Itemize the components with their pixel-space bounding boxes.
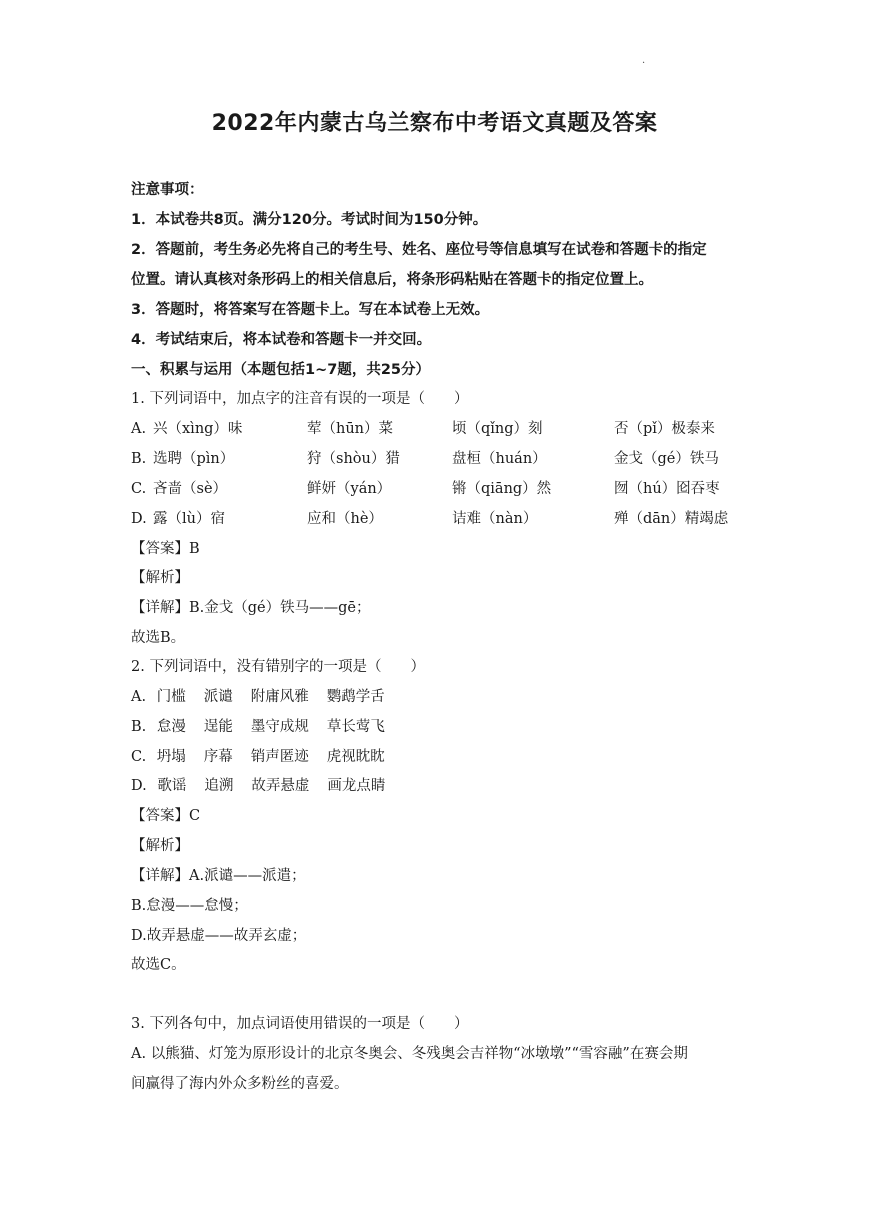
option-word: 兴（xìng）味 (153, 421, 243, 437)
q2-detail-2: B.怠漫——怠慢； (131, 898, 248, 914)
q1-stem: 1. 下列词语中，加点字的注音有误的一项是（ ） (131, 391, 469, 407)
q2-detail-3: D.故弄悬虚——故弄玄虚； (131, 928, 307, 944)
option-word: 派谴 (203, 689, 233, 705)
option-word: 否（pǐ）极泰来 (614, 421, 715, 437)
option-word: 选聘（pìn） (153, 451, 235, 467)
option-word: 荤（hūn）菜 (307, 421, 394, 437)
option-word: 画龙点睛 (327, 778, 386, 794)
option-word: 门槛 (156, 689, 186, 705)
q2-row-b (131, 717, 403, 737)
notes-item-2: 2．答题前，考生务必先将自己的考生号、姓名、座位号等信息填写在试卷和答题卡的指定 (131, 242, 707, 258)
option-word: 虎视眈眈 (326, 749, 385, 765)
q2-row-d (131, 776, 403, 796)
q1-detail: 【详解】B.金戈（gé）铁马——gē； (131, 600, 371, 616)
option-word: 序幕 (203, 749, 233, 765)
option-label: C. (131, 749, 147, 765)
option-label: C. (131, 481, 147, 497)
q2-detail: 【详解】A.派谴——派遣； (131, 868, 306, 884)
option-word: 怠漫 (156, 719, 186, 735)
q2-conclusion: 故选C。 (131, 957, 186, 973)
option-word: 逞能 (203, 719, 233, 735)
q1-conclusion: 故选B。 (131, 630, 186, 646)
q3-stem: 3. 下列各句中，加点词语使用错误的一项是（ ） (131, 1016, 469, 1032)
option-word: 锵（qiāng）然 (452, 481, 552, 497)
option-word: 囫（hú）囵吞枣 (614, 481, 720, 497)
section-heading: 一、积累与运用（本题包括1~7题，共25分） (131, 362, 431, 378)
page-title: 2022年内蒙古乌兰察布中考语文真题及答案 (211, 111, 658, 136)
notes-heading: 注意事项： (131, 182, 204, 198)
notes-item-2-cont: 位置。请认真核对条形码上的相关信息后，将条形码粘贴在答题卡的指定位置上。 (131, 272, 653, 288)
option-word: 故弄悬虚 (251, 778, 310, 794)
q3-option-a-line-2: 间赢得了海内外众多粉丝的喜爱。 (131, 1076, 349, 1092)
option-label: D. (131, 778, 147, 794)
q2-analysis: 【解析】 (131, 838, 189, 854)
option-word: 附庸风雅 (250, 689, 309, 705)
option-word: 应和（hè） (307, 511, 383, 527)
option-word: 鹦鹉学舌 (326, 689, 385, 705)
option-word: 草长莺飞 (326, 719, 385, 735)
option-label: D. (131, 511, 147, 527)
option-word: 殚（dān）精竭虑 (614, 511, 729, 527)
q1-answer: 【答案】B (131, 541, 200, 557)
q2-stem: 2. 下列词语中，没有错别字的一项是（ ） (131, 659, 425, 675)
option-word: 追溯 (204, 778, 234, 794)
option-word: 吝啬（sè） (153, 481, 228, 497)
option-word: 狩（shòu）猎 (307, 451, 400, 467)
option-word: 露（lù）宿 (153, 511, 225, 527)
q3-option-a-line-1: A. 以熊猫、灯笼为原形设计的北京冬奥会、冬残奥会吉祥物“冰墩墩”“雪容融”在赛会期 (131, 1046, 688, 1062)
notes-item-4: 4．考试结束后，将本试卷和答题卡一并交回。 (131, 332, 432, 348)
q2-answer: 【答案】C (131, 808, 201, 824)
notes-item-1: 1．本试卷共8页。满分120分。考试时间为150分钟。 (131, 212, 488, 228)
notes-item-3: 3．答题时，将答案写在答题卡上。写在本试卷上无效。 (131, 302, 490, 318)
option-label: A. (131, 421, 147, 437)
option-word: 盘桓（huán） (452, 451, 547, 467)
option-word: 鲜妍（yán） (307, 481, 392, 497)
option-word: 坍塌 (156, 749, 186, 765)
q2-row-c (131, 747, 403, 767)
option-word: 销声匿迹 (250, 749, 309, 765)
q1-analysis: 【解析】 (131, 570, 189, 586)
option-word: 顷（qǐng）刻 (452, 421, 543, 437)
option-word: 金戈（gé）铁马 (614, 451, 719, 467)
q2-row-a (131, 687, 403, 707)
option-word: 诘难（nàn） (452, 511, 538, 527)
option-label: B. (131, 451, 147, 467)
option-word: 墨守成规 (250, 719, 309, 735)
header-mark: · (642, 58, 646, 69)
option-label: B. (131, 719, 147, 735)
option-word: 歌谣 (157, 778, 187, 794)
option-label: A. (131, 689, 147, 705)
